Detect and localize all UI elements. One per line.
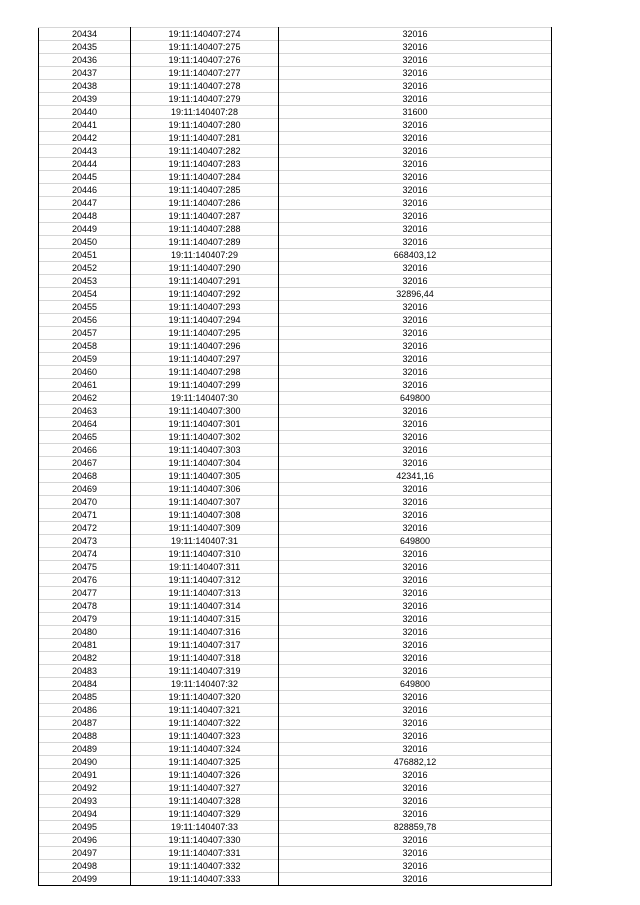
table-row (39, 756, 552, 769)
table-row (39, 67, 552, 80)
row-number-cell: 20462 (39, 392, 131, 405)
table-row (39, 171, 552, 184)
table-row (39, 795, 552, 808)
row-number-cell: 20485 (39, 691, 131, 704)
row-number-cell: 20440 (39, 106, 131, 119)
table-row (39, 665, 552, 678)
row-number-cell: 20480 (39, 626, 131, 639)
cadastral-number-cell: 19:11:140407:313 (131, 587, 279, 600)
value-cell: 32016 (279, 509, 552, 522)
row-number-cell: 20482 (39, 652, 131, 665)
cadastral-number-cell: 19:11:140407:290 (131, 262, 279, 275)
value-cell: 32016 (279, 743, 552, 756)
value-cell: 32016 (279, 28, 552, 41)
table-row (39, 691, 552, 704)
table-row (39, 197, 552, 210)
value-cell: 32016 (279, 496, 552, 509)
table-row (39, 444, 552, 457)
table-row (39, 249, 552, 262)
value-cell: 32016 (279, 379, 552, 392)
cadastral-number-cell: 19:11:140407:274 (131, 28, 279, 41)
row-number-cell: 20461 (39, 379, 131, 392)
cadastral-number-cell: 19:11:140407:316 (131, 626, 279, 639)
row-number-cell: 20483 (39, 665, 131, 678)
table-row (39, 119, 552, 132)
cadastral-number-cell: 19:11:140407:326 (131, 769, 279, 782)
row-number-cell: 20488 (39, 730, 131, 743)
value-cell: 32016 (279, 67, 552, 80)
table-row (39, 769, 552, 782)
cadastral-number-cell: 19:11:140407:277 (131, 67, 279, 80)
cadastral-number-cell: 19:11:140407:331 (131, 847, 279, 860)
value-cell: 32016 (279, 197, 552, 210)
value-cell: 32016 (279, 119, 552, 132)
value-cell: 476882,12 (279, 756, 552, 769)
table-row (39, 236, 552, 249)
cadastral-number-cell: 19:11:140407:309 (131, 522, 279, 535)
cadastral-number-cell: 19:11:140407:278 (131, 80, 279, 93)
value-cell: 32016 (279, 457, 552, 470)
cadastral-number-cell: 19:11:140407:294 (131, 314, 279, 327)
table-row (39, 652, 552, 665)
cadastral-number-cell: 19:11:140407:306 (131, 483, 279, 496)
row-number-cell: 20499 (39, 873, 131, 886)
table-row (39, 366, 552, 379)
value-cell: 32016 (279, 54, 552, 67)
row-number-cell: 20487 (39, 717, 131, 730)
cadastral-number-cell: 19:11:140407:287 (131, 210, 279, 223)
row-number-cell: 20463 (39, 405, 131, 418)
row-number-cell: 20495 (39, 821, 131, 834)
cadastral-number-cell: 19:11:140407:328 (131, 795, 279, 808)
value-cell: 668403,12 (279, 249, 552, 262)
cadastral-number-cell: 19:11:140407:296 (131, 340, 279, 353)
table-row (39, 457, 552, 470)
table-row (39, 847, 552, 860)
cadastral-number-cell: 19:11:140407:283 (131, 158, 279, 171)
table-row (39, 54, 552, 67)
cadastral-number-cell: 19:11:140407:285 (131, 184, 279, 197)
table-row (39, 288, 552, 301)
row-number-cell: 20476 (39, 574, 131, 587)
cadastral-number-cell: 19:11:140407:297 (131, 353, 279, 366)
row-number-cell: 20479 (39, 613, 131, 626)
value-cell: 32016 (279, 860, 552, 873)
value-cell: 32016 (279, 366, 552, 379)
value-cell: 32016 (279, 353, 552, 366)
value-cell: 32016 (279, 405, 552, 418)
value-cell: 32016 (279, 769, 552, 782)
cadastral-number-cell: 19:11:140407:288 (131, 223, 279, 236)
row-number-cell: 20478 (39, 600, 131, 613)
cadastral-number-cell: 19:11:140407:310 (131, 548, 279, 561)
row-number-cell: 20435 (39, 41, 131, 54)
table-row (39, 600, 552, 613)
value-cell: 32016 (279, 613, 552, 626)
table-row (39, 210, 552, 223)
row-number-cell: 20477 (39, 587, 131, 600)
value-cell: 32016 (279, 522, 552, 535)
value-cell: 32016 (279, 444, 552, 457)
value-cell: 32016 (279, 93, 552, 106)
cadastral-number-cell: 19:11:140407:33 (131, 821, 279, 834)
row-number-cell: 20457 (39, 327, 131, 340)
value-cell: 32016 (279, 301, 552, 314)
row-number-cell: 20491 (39, 769, 131, 782)
row-number-cell: 20452 (39, 262, 131, 275)
cadastral-number-cell: 19:11:140407:315 (131, 613, 279, 626)
table-row (39, 743, 552, 756)
table-row (39, 522, 552, 535)
table-row (39, 314, 552, 327)
table-body (39, 28, 552, 886)
value-cell: 32016 (279, 314, 552, 327)
value-cell: 32016 (279, 561, 552, 574)
row-number-cell: 20438 (39, 80, 131, 93)
cadastral-number-cell: 19:11:140407:281 (131, 132, 279, 145)
cadastral-number-cell: 19:11:140407:28 (131, 106, 279, 119)
value-cell: 32016 (279, 171, 552, 184)
row-number-cell: 20468 (39, 470, 131, 483)
table-row (39, 106, 552, 119)
table-row (39, 548, 552, 561)
table-row (39, 821, 552, 834)
table-row (39, 262, 552, 275)
value-cell: 32016 (279, 691, 552, 704)
value-cell: 32016 (279, 210, 552, 223)
row-number-cell: 20489 (39, 743, 131, 756)
row-number-cell: 20494 (39, 808, 131, 821)
cadastral-number-cell: 19:11:140407:289 (131, 236, 279, 249)
row-number-cell: 20450 (39, 236, 131, 249)
cadastral-number-cell: 19:11:140407:320 (131, 691, 279, 704)
cadastral-number-cell: 19:11:140407:280 (131, 119, 279, 132)
cadastral-number-cell: 19:11:140407:302 (131, 431, 279, 444)
table-row (39, 132, 552, 145)
row-number-cell: 20464 (39, 418, 131, 431)
row-number-cell: 20434 (39, 28, 131, 41)
table-row (39, 873, 552, 886)
value-cell: 32016 (279, 782, 552, 795)
value-cell: 32016 (279, 808, 552, 821)
row-number-cell: 20448 (39, 210, 131, 223)
table-row (39, 93, 552, 106)
row-number-cell: 20466 (39, 444, 131, 457)
value-cell: 32016 (279, 327, 552, 340)
value-cell: 32016 (279, 587, 552, 600)
row-number-cell: 20455 (39, 301, 131, 314)
table-row (39, 184, 552, 197)
value-cell: 828859,78 (279, 821, 552, 834)
cadastral-number-cell: 19:11:140407:279 (131, 93, 279, 106)
cadastral-number-cell: 19:11:140407:318 (131, 652, 279, 665)
row-number-cell: 20439 (39, 93, 131, 106)
table-row (39, 145, 552, 158)
value-cell: 32016 (279, 834, 552, 847)
cadastral-number-cell: 19:11:140407:286 (131, 197, 279, 210)
value-cell: 32016 (279, 639, 552, 652)
row-number-cell: 20473 (39, 535, 131, 548)
table-row (39, 782, 552, 795)
value-cell: 32016 (279, 41, 552, 54)
cadastral-number-cell: 19:11:140407:307 (131, 496, 279, 509)
row-number-cell: 20471 (39, 509, 131, 522)
value-cell: 32016 (279, 223, 552, 236)
table-row (39, 626, 552, 639)
cadastral-number-cell: 19:11:140407:303 (131, 444, 279, 457)
cadastral-number-cell: 19:11:140407:282 (131, 145, 279, 158)
cadastral-number-cell: 19:11:140407:284 (131, 171, 279, 184)
value-cell: 32016 (279, 236, 552, 249)
value-cell: 32016 (279, 574, 552, 587)
cadastral-number-cell: 19:11:140407:324 (131, 743, 279, 756)
cadastral-number-cell: 19:11:140407:276 (131, 54, 279, 67)
table-row (39, 158, 552, 171)
row-number-cell: 20490 (39, 756, 131, 769)
row-number-cell: 20449 (39, 223, 131, 236)
table-row (39, 808, 552, 821)
table-row (39, 340, 552, 353)
cadastral-number-cell: 19:11:140407:323 (131, 730, 279, 743)
cadastral-number-cell: 19:11:140407:30 (131, 392, 279, 405)
row-number-cell: 20460 (39, 366, 131, 379)
table-row (39, 834, 552, 847)
row-number-cell: 20481 (39, 639, 131, 652)
value-cell: 32016 (279, 145, 552, 158)
table-row (39, 353, 552, 366)
table-row (39, 301, 552, 314)
row-number-cell: 20470 (39, 496, 131, 509)
row-number-cell: 20458 (39, 340, 131, 353)
cadastral-number-cell: 19:11:140407:291 (131, 275, 279, 288)
row-number-cell: 20436 (39, 54, 131, 67)
cadastral-number-cell: 19:11:140407:305 (131, 470, 279, 483)
row-number-cell: 20472 (39, 522, 131, 535)
table-row (39, 613, 552, 626)
table-row (39, 717, 552, 730)
row-number-cell: 20442 (39, 132, 131, 145)
table-row (39, 574, 552, 587)
value-cell: 32016 (279, 80, 552, 93)
cadastral-number-cell: 19:11:140407:321 (131, 704, 279, 717)
table-row (39, 483, 552, 496)
row-number-cell: 20467 (39, 457, 131, 470)
table-row (39, 561, 552, 574)
value-cell: 32016 (279, 704, 552, 717)
row-number-cell: 20447 (39, 197, 131, 210)
table-row (39, 405, 552, 418)
row-number-cell: 20498 (39, 860, 131, 873)
cadastral-number-cell: 19:11:140407:31 (131, 535, 279, 548)
cadastral-number-cell: 19:11:140407:317 (131, 639, 279, 652)
row-number-cell: 20486 (39, 704, 131, 717)
cadastral-number-cell: 19:11:140407:327 (131, 782, 279, 795)
row-number-cell: 20444 (39, 158, 131, 171)
table-row (39, 392, 552, 405)
cadastral-number-cell: 19:11:140407:312 (131, 574, 279, 587)
table-row (39, 379, 552, 392)
cadastral-number-cell: 19:11:140407:329 (131, 808, 279, 821)
value-cell: 32016 (279, 600, 552, 613)
cadastral-number-cell: 19:11:140407:298 (131, 366, 279, 379)
value-cell: 32016 (279, 262, 552, 275)
value-cell: 32016 (279, 340, 552, 353)
value-cell: 32016 (279, 132, 552, 145)
table-row (39, 704, 552, 717)
cadastral-number-cell: 19:11:140407:295 (131, 327, 279, 340)
row-number-cell: 20454 (39, 288, 131, 301)
row-number-cell: 20474 (39, 548, 131, 561)
row-number-cell: 20465 (39, 431, 131, 444)
cadastral-number-cell: 19:11:140407:322 (131, 717, 279, 730)
cadastral-number-cell: 19:11:140407:301 (131, 418, 279, 431)
row-number-cell: 20446 (39, 184, 131, 197)
table-row (39, 418, 552, 431)
cadastral-number-cell: 19:11:140407:332 (131, 860, 279, 873)
row-number-cell: 20437 (39, 67, 131, 80)
table-row (39, 431, 552, 444)
value-cell: 32016 (279, 275, 552, 288)
value-cell: 32016 (279, 626, 552, 639)
row-number-cell: 20445 (39, 171, 131, 184)
row-number-cell: 20493 (39, 795, 131, 808)
value-cell: 649800 (279, 535, 552, 548)
row-number-cell: 20484 (39, 678, 131, 691)
cadastral-number-cell: 19:11:140407:325 (131, 756, 279, 769)
value-cell: 649800 (279, 678, 552, 691)
row-number-cell: 20475 (39, 561, 131, 574)
cadastral-number-cell: 19:11:140407:330 (131, 834, 279, 847)
row-number-cell: 20496 (39, 834, 131, 847)
value-cell: 32896,44 (279, 288, 552, 301)
value-cell: 32016 (279, 665, 552, 678)
table-row (39, 509, 552, 522)
cadastral-number-cell: 19:11:140407:308 (131, 509, 279, 522)
value-cell: 32016 (279, 158, 552, 171)
table-row (39, 28, 552, 41)
cadastral-number-cell: 19:11:140407:311 (131, 561, 279, 574)
cadastral-number-cell: 19:11:140407:314 (131, 600, 279, 613)
cadastral-number-cell: 19:11:140407:300 (131, 405, 279, 418)
table-row (39, 587, 552, 600)
value-cell: 31600 (279, 106, 552, 119)
value-cell: 32016 (279, 730, 552, 743)
value-cell: 32016 (279, 652, 552, 665)
cadastral-number-cell: 19:11:140407:319 (131, 665, 279, 678)
cadastral-table (38, 27, 552, 886)
table-row (39, 730, 552, 743)
row-number-cell: 20497 (39, 847, 131, 860)
table-row (39, 327, 552, 340)
value-cell: 32016 (279, 795, 552, 808)
row-number-cell: 20443 (39, 145, 131, 158)
value-cell: 32016 (279, 548, 552, 561)
cadastral-number-cell: 19:11:140407:32 (131, 678, 279, 691)
table-row (39, 223, 552, 236)
row-number-cell: 20459 (39, 353, 131, 366)
row-number-cell: 20469 (39, 483, 131, 496)
value-cell: 32016 (279, 873, 552, 886)
row-number-cell: 20453 (39, 275, 131, 288)
row-number-cell: 20492 (39, 782, 131, 795)
cadastral-number-cell: 19:11:140407:292 (131, 288, 279, 301)
table-row (39, 639, 552, 652)
cadastral-number-cell: 19:11:140407:293 (131, 301, 279, 314)
value-cell: 42341,16 (279, 470, 552, 483)
table-row (39, 41, 552, 54)
row-number-cell: 20441 (39, 119, 131, 132)
table-row (39, 860, 552, 873)
value-cell: 32016 (279, 483, 552, 496)
cadastral-number-cell: 19:11:140407:29 (131, 249, 279, 262)
table-row (39, 535, 552, 548)
table-row (39, 80, 552, 93)
cadastral-number-cell: 19:11:140407:333 (131, 873, 279, 886)
value-cell: 649800 (279, 392, 552, 405)
row-number-cell: 20451 (39, 249, 131, 262)
value-cell: 32016 (279, 847, 552, 860)
table-row (39, 496, 552, 509)
value-cell: 32016 (279, 717, 552, 730)
cadastral-number-cell: 19:11:140407:304 (131, 457, 279, 470)
table-row (39, 678, 552, 691)
cadastral-number-cell: 19:11:140407:275 (131, 41, 279, 54)
value-cell: 32016 (279, 418, 552, 431)
cadastral-number-cell: 19:11:140407:299 (131, 379, 279, 392)
row-number-cell: 20456 (39, 314, 131, 327)
table-row (39, 275, 552, 288)
table-row (39, 470, 552, 483)
value-cell: 32016 (279, 184, 552, 197)
value-cell: 32016 (279, 431, 552, 444)
